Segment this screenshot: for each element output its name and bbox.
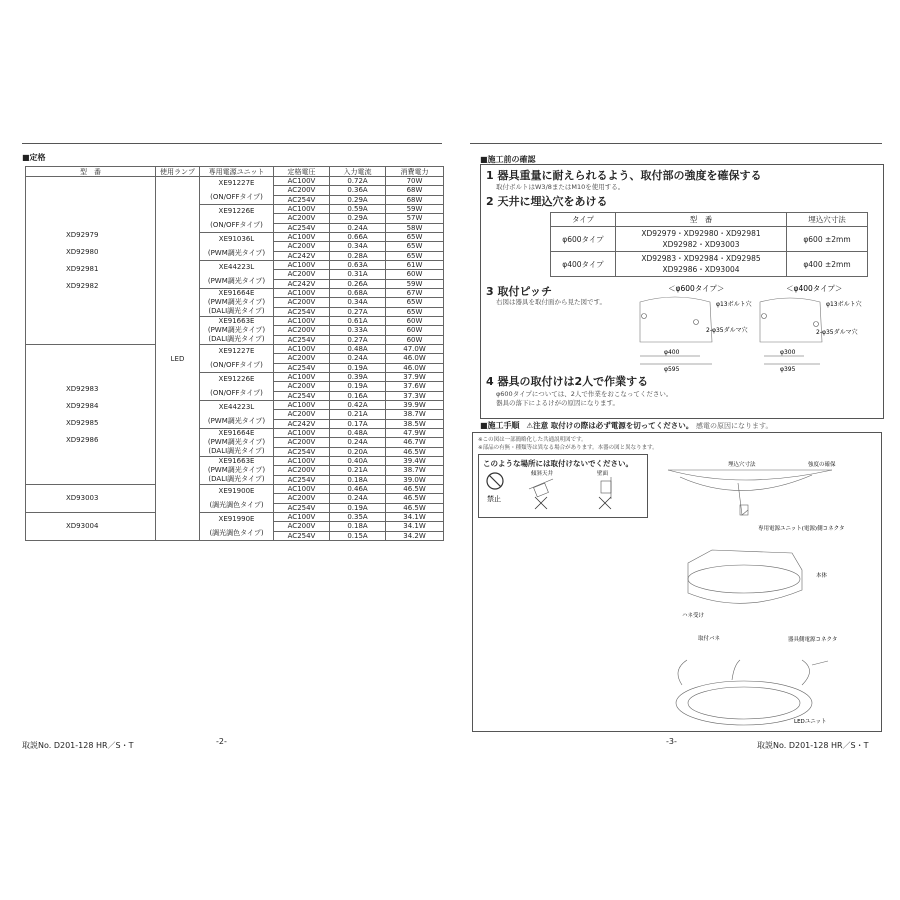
current-cell: 0.48A xyxy=(330,429,386,438)
header-model: 型 番 xyxy=(26,167,156,177)
wattage-cell: 38.7W xyxy=(386,466,444,475)
current-cell: 0.59A xyxy=(330,205,386,214)
pitch600-inner: φ400 xyxy=(664,349,680,356)
current-cell: 0.33A xyxy=(330,326,386,335)
wattage-cell: 65W xyxy=(386,298,444,307)
voltage-cell: AC242V xyxy=(274,279,330,288)
header-power-unit: 専用電源ユニット xyxy=(200,167,274,177)
table-header-row xyxy=(26,167,444,177)
power-unit-cell xyxy=(200,205,274,233)
model-number: XD92982 xyxy=(66,281,99,290)
power-unit-model: XE91663E xyxy=(218,317,255,325)
dharma-hole-icon xyxy=(694,320,699,325)
wattage-cell: 37.9W xyxy=(386,373,444,382)
power-unit-type: (PWM調光タイプ) xyxy=(207,298,266,306)
power-unit-type: (DALI調光タイプ) xyxy=(208,447,265,455)
current-cell: 0.42A xyxy=(330,401,386,410)
pitch-diagrams xyxy=(620,282,880,374)
procedure-title: ■施工手順 xyxy=(480,421,520,430)
current-cell: 0.20A xyxy=(330,447,386,456)
voltage-cell: AC254V xyxy=(274,363,330,372)
label-ceiling: 強度の確保 xyxy=(808,462,836,468)
dharma-hole-icon xyxy=(642,314,647,319)
voltage-cell: AC200V xyxy=(274,438,330,447)
fixture-body xyxy=(688,550,802,603)
hole-header-size: 埋込穴寸法 xyxy=(787,213,868,227)
voltage-cell: AC100V xyxy=(274,233,330,242)
pitch400-bolt-label: φ13ボルト穴 xyxy=(826,301,862,308)
power-unit-type: (ON/OFFタイプ) xyxy=(210,360,263,369)
voltage-cell: AC100V xyxy=(274,289,330,298)
page-number: -2- xyxy=(216,737,227,746)
hole-header-type: タイプ xyxy=(551,213,616,227)
wattage-cell: 46.0W xyxy=(386,363,444,372)
wattage-cell: 46.5W xyxy=(386,485,444,494)
model-number: XD93003 xyxy=(66,494,99,502)
wattage-cell: 57W xyxy=(386,214,444,223)
wattage-cell: 65W xyxy=(386,233,444,242)
power-unit-cell xyxy=(200,429,274,457)
voltage-cell: AC100V xyxy=(274,177,330,186)
wattage-cell: 65W xyxy=(386,307,444,316)
pitch400-dharma-label: 2-φ35ダルマ穴 xyxy=(816,329,858,336)
power-unit-type: (DALI調光タイプ) xyxy=(208,335,265,343)
wattage-cell: 59W xyxy=(386,205,444,214)
power-unit-model: XE91990E xyxy=(218,515,255,523)
voltage-cell: AC254V xyxy=(274,195,330,204)
wattage-cell: 46.5W xyxy=(386,447,444,456)
hole-model-line: XD92982・XD93003 xyxy=(662,240,740,249)
step1-note: 取付ボルトはW3/8またはM10を使用する。 xyxy=(496,183,625,191)
warning-box-title: このような場所には取付けないでください。 xyxy=(483,459,633,468)
voltage-cell: AC100V xyxy=(274,261,330,270)
model-number: XD92979 xyxy=(66,230,99,239)
hole-model-line: XD92986・XD93004 xyxy=(662,265,740,274)
warning-tail: 感電の原因になります。 xyxy=(696,422,773,430)
step4-title: 4 器具の取付けは2人で作業する xyxy=(486,375,649,388)
step2-title: 2 天井に埋込穴をあける xyxy=(486,195,608,208)
label-connector1: 専用電源ユニット(電源)側コネクタ xyxy=(758,526,845,532)
wattage-cell: 68W xyxy=(386,186,444,195)
power-unit-cell xyxy=(200,457,274,485)
pitch400-title: ＜φ400タイプ＞ xyxy=(786,284,843,293)
pitch600-bolt-label: φ13ボルト穴 xyxy=(716,301,752,308)
current-cell: 0.39A xyxy=(330,373,386,382)
wattage-cell: 68W xyxy=(386,195,444,204)
power-unit-model: XE91227E xyxy=(218,347,255,355)
power-unit-model: XE91226E xyxy=(218,375,255,383)
wattage-cell: 34.2W xyxy=(386,531,444,540)
power-unit-model: XE44223L xyxy=(218,403,255,411)
voltage-cell: AC200V xyxy=(274,214,330,223)
voltage-cell: AC100V xyxy=(274,485,330,494)
power-unit-cell xyxy=(200,373,274,401)
led-unit-inner xyxy=(688,687,800,719)
wattage-cell: 60W xyxy=(386,317,444,326)
power-unit-cell xyxy=(200,345,274,373)
dharma-hole-icon xyxy=(814,322,819,327)
model-number: XD92984 xyxy=(66,401,99,410)
power-unit-cell xyxy=(200,485,274,513)
right-footer-doc-number: 取説No. D201-128 HR／S・T xyxy=(757,741,869,750)
voltage-cell: AC100V xyxy=(274,373,330,382)
hole-size-table xyxy=(550,212,868,277)
hole-type: φ600タイプ xyxy=(551,227,616,252)
pitch600-dharma-label: 2-φ35ダルマ穴 xyxy=(706,327,748,334)
power-unit-type: (PWM調光タイプ) xyxy=(207,276,266,285)
power-unit-type: (PWM調光タイプ) xyxy=(207,466,266,474)
current-cell: 0.18A xyxy=(330,475,386,484)
pitch-600-diagram xyxy=(640,284,752,373)
section-title-precheck: ■施工前の確認 xyxy=(480,155,536,164)
current-cell: 0.46A xyxy=(330,485,386,494)
power-unit-model: XE91900E xyxy=(218,487,255,495)
wall-label: 壁面 xyxy=(597,471,609,477)
proc-note2: ※部品の有無・種類等は異なる場合があります。本器の図と異なります。 xyxy=(478,445,658,451)
header-voltage: 定格電圧 xyxy=(274,167,330,177)
voltage-cell: AC100V xyxy=(274,345,330,354)
current-cell: 0.19A xyxy=(330,503,386,512)
footer-doc-number: 取説No. D201-128 HR／S・T xyxy=(22,741,134,750)
voltage-cell: AC254V xyxy=(274,335,330,344)
table-row xyxy=(26,513,444,522)
table-row xyxy=(26,177,444,186)
voltage-cell: AC254V xyxy=(274,307,330,316)
header-lamp: 使用ランプ xyxy=(156,167,200,177)
power-unit-model: XE91226E xyxy=(218,207,255,215)
wattage-cell: 38.7W xyxy=(386,410,444,419)
current-cell: 0.29A xyxy=(330,214,386,223)
voltage-cell: AC242V xyxy=(274,251,330,260)
hole-type: φ400タイプ xyxy=(551,252,616,277)
installation-diagram xyxy=(472,455,880,730)
model-number: XD92981 xyxy=(66,264,99,273)
voltage-cell: AC200V xyxy=(274,382,330,391)
pitch600-title: ＜φ600タイプ＞ xyxy=(668,284,725,293)
power-unit-type: (ON/OFFタイプ) xyxy=(210,220,263,229)
hole-header-model: 型 番 xyxy=(616,213,787,227)
procedure-heading xyxy=(480,420,772,431)
current-cell: 0.24A xyxy=(330,438,386,447)
table-row xyxy=(26,485,444,494)
section-title-ratings: ■定格 xyxy=(22,153,46,162)
wattage-cell: 65W xyxy=(386,251,444,260)
power-unit-model: XE91664E xyxy=(218,429,255,437)
power-unit-cell xyxy=(200,289,274,317)
fixture-ring xyxy=(688,565,800,593)
voltage-cell: AC100V xyxy=(274,317,330,326)
header-wattage: 消費電力 xyxy=(386,167,444,177)
current-cell: 0.34A xyxy=(330,298,386,307)
voltage-cell: AC200V xyxy=(274,354,330,363)
current-cell: 0.66A xyxy=(330,233,386,242)
power-unit-type: (ON/OFFタイプ) xyxy=(210,388,263,397)
power-unit-cell xyxy=(200,401,274,429)
voltage-cell: AC200V xyxy=(274,410,330,419)
voltage-cell: AC100V xyxy=(274,513,330,522)
wattage-cell: 37.6W xyxy=(386,382,444,391)
hole-row xyxy=(551,252,868,277)
step3-title: 3 取付ピッチ xyxy=(486,285,553,298)
power-unit-type: (PWM調光タイプ) xyxy=(207,248,266,257)
wattage-cell: 34.1W xyxy=(386,522,444,531)
model-cell xyxy=(26,177,156,345)
wattage-cell: 39.9W xyxy=(386,401,444,410)
current-cell: 0.24A xyxy=(330,354,386,363)
wattage-cell: 59W xyxy=(386,279,444,288)
pitch400-outer: φ395 xyxy=(780,366,796,373)
label-led-unit: LEDユニット xyxy=(794,719,827,725)
warning-text: ⚠注意 取付けの際は必ず電源を切ってください。 xyxy=(526,421,694,430)
voltage-cell: AC200V xyxy=(274,494,330,503)
hole-outline xyxy=(680,475,812,491)
power-unit-cell xyxy=(200,261,274,289)
wattage-cell: 60W xyxy=(386,326,444,335)
voltage-cell: AC200V xyxy=(274,326,330,335)
voltage-cell: AC100V xyxy=(274,205,330,214)
voltage-cell: AC254V xyxy=(274,475,330,484)
current-cell: 0.61A xyxy=(330,317,386,326)
current-cell: 0.21A xyxy=(330,410,386,419)
ratings-table xyxy=(25,166,444,541)
power-unit-model: XE91664E xyxy=(218,289,255,297)
current-cell: 0.18A xyxy=(330,522,386,531)
hole-models xyxy=(616,227,787,252)
top-rule xyxy=(470,143,882,144)
step4-note2: 器具の落下によるけがの原因になります。 xyxy=(496,399,619,407)
label-hole-size: 埋込穴寸法 xyxy=(728,462,756,468)
wattage-cell: 34.1W xyxy=(386,513,444,522)
model-cell xyxy=(26,513,156,541)
model-number: XD92980 xyxy=(66,247,99,256)
power-unit-type: (ON/OFFタイプ) xyxy=(210,192,263,201)
wattage-cell: 38.5W xyxy=(386,419,444,428)
step3-note: 右図は器具を取付面から見た図です。 xyxy=(496,298,606,306)
wattage-cell: 61W xyxy=(386,261,444,270)
power-unit-cell xyxy=(200,233,274,261)
wattage-cell: 46.0W xyxy=(386,354,444,363)
wattage-cell: 65W xyxy=(386,242,444,251)
current-cell: 0.16A xyxy=(330,391,386,400)
current-cell: 0.26A xyxy=(330,279,386,288)
current-cell: 0.24A xyxy=(330,223,386,232)
wattage-cell: 58W xyxy=(386,223,444,232)
wattage-cell: 46.5W xyxy=(386,494,444,503)
connector-lead xyxy=(812,661,828,665)
power-unit-cell xyxy=(200,513,274,541)
wattage-cell: 60W xyxy=(386,270,444,279)
current-cell: 0.72A xyxy=(330,177,386,186)
current-cell: 0.40A xyxy=(330,457,386,466)
current-cell: 0.36A xyxy=(330,186,386,195)
proc-note1: ※この図は一部簡略化した共通説明図です。 xyxy=(478,437,587,443)
label-spring-holder: ハネ受け xyxy=(682,613,705,619)
pitch-400-diagram xyxy=(760,284,862,373)
voltage-cell: AC200V xyxy=(274,522,330,531)
voltage-cell: AC254V xyxy=(274,391,330,400)
voltage-cell: AC200V xyxy=(274,298,330,307)
wattage-cell: 70W xyxy=(386,177,444,186)
model-number: XD93004 xyxy=(66,522,99,530)
label-connector2: 器具側電源コネクタ xyxy=(788,637,838,643)
table-row xyxy=(26,345,444,354)
current-cell: 0.29A xyxy=(330,195,386,204)
prohibit-label: 禁止 xyxy=(487,495,501,503)
wattage-cell: 46.5W xyxy=(386,503,444,512)
current-cell: 0.21A xyxy=(330,466,386,475)
current-cell: 0.63A xyxy=(330,261,386,270)
lamp-cell: LED xyxy=(156,177,200,541)
voltage-cell: AC100V xyxy=(274,401,330,410)
cable xyxy=(738,483,748,515)
hole-models xyxy=(616,252,787,277)
current-cell: 0.27A xyxy=(330,335,386,344)
current-cell: 0.31A xyxy=(330,270,386,279)
current-cell: 0.28A xyxy=(330,251,386,260)
current-cell: 0.68A xyxy=(330,289,386,298)
current-cell: 0.17A xyxy=(330,419,386,428)
pitch400-inner: φ300 xyxy=(780,349,796,356)
power-unit-type: (調光調色タイプ) xyxy=(209,528,264,537)
model-number: XD92985 xyxy=(66,418,99,427)
power-unit-type: (DALI調光タイプ) xyxy=(208,475,265,483)
current-cell: 0.48A xyxy=(330,345,386,354)
ceiling-arc xyxy=(668,470,832,480)
power-unit-model: XE91036L xyxy=(218,235,255,243)
step1-title: 1 器具重量に耐えられるよう、取付部の強度を確保する xyxy=(486,169,762,182)
current-cell: 0.34A xyxy=(330,242,386,251)
model-number: XD92986 xyxy=(66,435,99,444)
power-unit-type: (PWM調光タイプ) xyxy=(207,326,266,334)
wattage-cell: 47.9W xyxy=(386,429,444,438)
current-cell: 0.15A xyxy=(330,531,386,540)
pitch600-outline xyxy=(640,297,712,342)
voltage-cell: AC100V xyxy=(274,429,330,438)
header-current: 入力電流 xyxy=(330,167,386,177)
label-spring: 取付バネ xyxy=(698,636,721,642)
pitch400-outline xyxy=(760,298,822,342)
voltage-cell: AC254V xyxy=(274,503,330,512)
power-unit-type: (DALI調光タイプ) xyxy=(208,307,265,315)
model-cell xyxy=(26,345,156,485)
current-cell: 0.24A xyxy=(330,494,386,503)
wattage-cell: 39.4W xyxy=(386,457,444,466)
wattage-cell: 39.0W xyxy=(386,475,444,484)
hole-row xyxy=(551,227,868,252)
voltage-cell: AC254V xyxy=(274,531,330,540)
wattage-cell: 37.3W xyxy=(386,391,444,400)
model-cell xyxy=(26,485,156,513)
current-cell: 0.19A xyxy=(330,363,386,372)
hole-model-line: XD92983・XD92984・XD92985 xyxy=(641,254,761,263)
label-body: 本体 xyxy=(816,573,828,579)
current-cell: 0.27A xyxy=(330,307,386,316)
power-unit-type: (PWM調光タイプ) xyxy=(207,438,266,446)
power-unit-model: XE91663E xyxy=(218,457,255,465)
power-unit-type: (PWM調光タイプ) xyxy=(207,416,266,425)
power-unit-model: XE44223L xyxy=(218,263,255,271)
slanted-ceiling-label: 傾斜天井 xyxy=(531,471,554,477)
dharma-hole-icon xyxy=(762,314,767,319)
current-cell: 0.35A xyxy=(330,513,386,522)
top-rule xyxy=(22,143,442,144)
voltage-cell: AC200V xyxy=(274,466,330,475)
hole-model-line: XD92979・XD92980・XD92981 xyxy=(641,229,761,238)
hole-size: φ400 ±2mm xyxy=(787,252,868,277)
wattage-cell: 60W xyxy=(386,335,444,344)
model-number: XD92983 xyxy=(66,384,99,393)
voltage-cell: AC200V xyxy=(274,186,330,195)
wattage-cell: 46.7W xyxy=(386,438,444,447)
power-unit-type: (調光調色タイプ) xyxy=(209,500,264,509)
hole-size: φ600 ±2mm xyxy=(787,227,868,252)
voltage-cell: AC242V xyxy=(274,419,330,428)
led-unit-ring xyxy=(676,681,812,725)
wattage-cell: 67W xyxy=(386,289,444,298)
voltage-cell: AC254V xyxy=(274,447,330,456)
current-cell: 0.19A xyxy=(330,382,386,391)
power-unit-cell xyxy=(200,177,274,205)
right-page-number: -3- xyxy=(666,737,677,746)
step4-note1: φ600タイプについては、2人で作業をおこなってください。 xyxy=(496,390,673,398)
wattage-cell: 47.0W xyxy=(386,345,444,354)
power-unit-cell xyxy=(200,317,274,345)
voltage-cell: AC100V xyxy=(274,457,330,466)
voltage-cell: AC200V xyxy=(274,242,330,251)
pitch600-outer: φ595 xyxy=(664,366,680,373)
voltage-cell: AC254V xyxy=(274,223,330,232)
power-unit-model: XE91227E xyxy=(218,179,255,187)
voltage-cell: AC200V xyxy=(274,270,330,279)
